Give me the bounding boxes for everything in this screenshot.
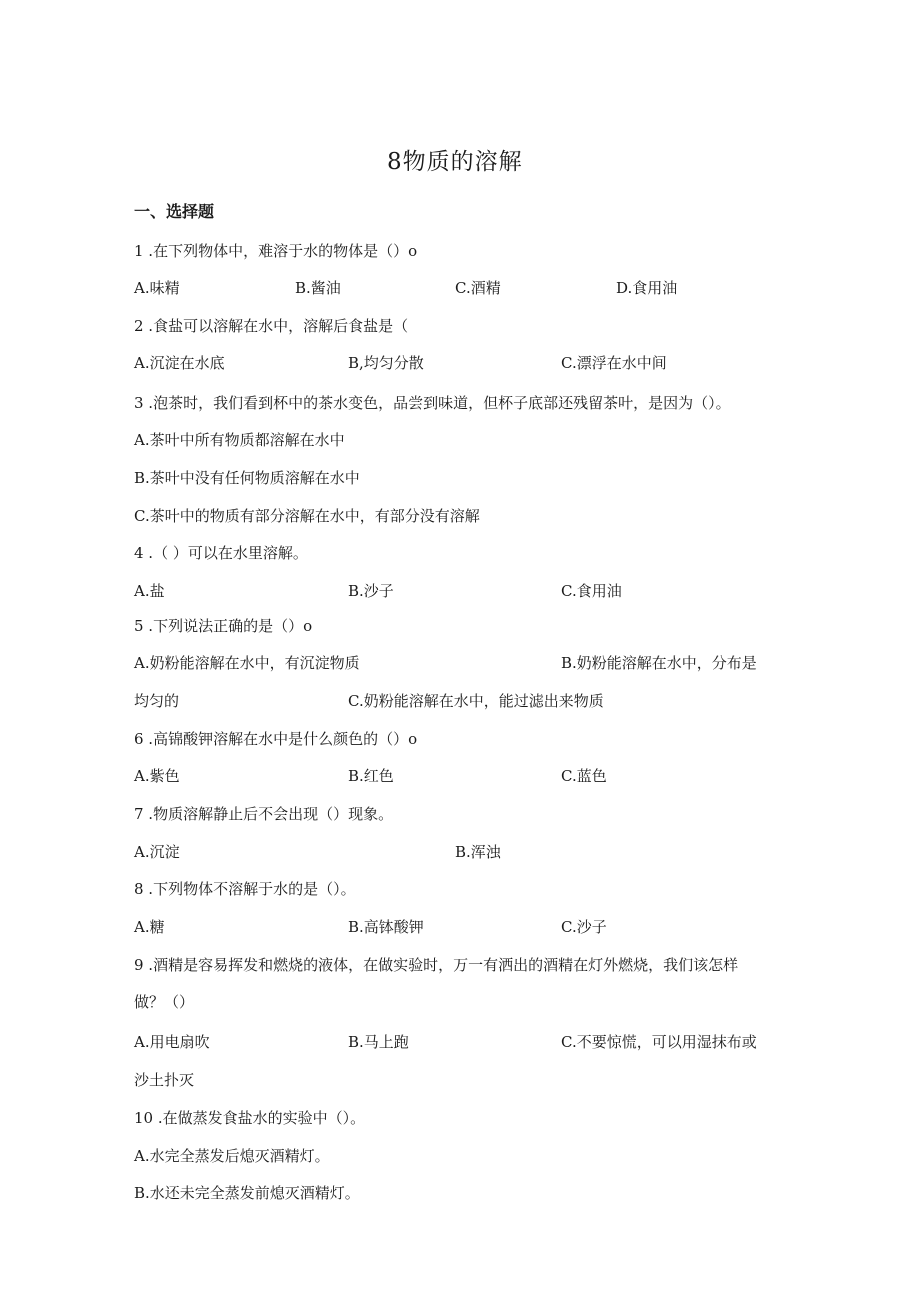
- question-1-option-a: A.味精: [134, 279, 180, 297]
- question-3-option-c: C.茶叶中的物质有部分溶解在水中，有部分没有溶解: [134, 507, 480, 525]
- question-3-option-b: B.茶叶中没有任何物质溶解在水中: [134, 469, 360, 487]
- question-5-option-a: A.奶粉能溶解在水中，有沉淀物质: [134, 654, 360, 672]
- question-8-stem: 8 .下列物体不溶解于水的是（）。: [134, 880, 356, 898]
- question-3-stem: 3 .泡茶时，我们看到杯中的茶水变色，品尝到味道，但杯子底部还残留茶叶，是因为（）。: [134, 394, 731, 412]
- question-8-option-c: C.沙子: [561, 918, 607, 936]
- question-9-option-c-continued: 沙土扑灭: [134, 1071, 195, 1089]
- question-10-option-a: A.水完全蒸发后熄灭酒精灯。: [134, 1147, 330, 1165]
- question-4-option-c: C.食用油: [561, 582, 622, 600]
- question-1-option-d: D.食用油: [616, 279, 678, 297]
- question-2-option-c: C.漂浮在水中间: [561, 354, 667, 372]
- question-4-option-b: B.沙子: [348, 582, 394, 600]
- question-1-option-b: B.酱油: [295, 279, 341, 297]
- question-9-option-c: C.不要惊慌，可以用湿抹布或: [561, 1033, 757, 1051]
- question-2-option-b: B,均匀分散: [348, 354, 424, 372]
- question-6-option-a: A.紫色: [134, 767, 180, 785]
- question-7-stem: 7 .物质溶解静止后不会出现（）现象。: [134, 805, 394, 823]
- question-4-stem: 4 .（ ）可以在水里溶解。: [134, 544, 308, 562]
- question-9-stem-continued: 做？（）: [134, 993, 195, 1011]
- question-3-option-a: A.茶叶中所有物质都溶解在水中: [134, 431, 345, 449]
- question-7-option-a: A.沉淀: [134, 843, 180, 861]
- question-4-option-a: A.盐: [134, 582, 165, 600]
- question-6-option-c: C.蓝色: [561, 767, 607, 785]
- question-6-stem: 6 .高锦酸钾溶解在水中是什么颜色的（）o: [134, 730, 418, 748]
- question-2-option-a: A.沉淀在水底: [134, 354, 225, 372]
- question-9-option-b: B.马上跑: [348, 1033, 409, 1051]
- question-6-option-b: B.红色: [348, 767, 394, 785]
- question-1-option-c: C.酒精: [455, 279, 501, 297]
- question-9-stem: 9 .酒精是容易挥发和燃烧的液体，在做实验时，万一有洒出的酒精在灯外燃烧，我们该怎样: [134, 956, 739, 974]
- question-2-stem: 2 .食盐可以溶解在水中，溶解后食盐是（: [134, 317, 409, 335]
- page-title: 8物质的溶解: [387, 149, 523, 175]
- question-5-stem: 5 .下列说法正确的是（）o: [134, 617, 313, 635]
- question-7-option-b: B.浑浊: [455, 843, 501, 861]
- question-5-option-c: C.奶粉能溶解在水中，能过滤出来物质: [348, 692, 604, 710]
- question-1-stem: 1 .在下列物体中，难溶于水的物体是（）o: [134, 242, 418, 260]
- question-8-option-b: B.高钵酸钾: [348, 918, 424, 936]
- question-5-option-b: B.奶粉能溶解在水中，分布是: [561, 654, 757, 672]
- question-5-option-b-continued: 均匀的: [134, 692, 180, 710]
- section-heading: 一、选择题: [134, 202, 215, 221]
- question-10-option-b: B.水还未完全蒸发前熄灭酒精灯。: [134, 1184, 360, 1202]
- question-8-option-a: A.糖: [134, 918, 165, 936]
- question-10-stem: 10 .在做蒸发食盐水的实验中（）。: [134, 1109, 366, 1127]
- question-9-option-a: A.用电扇吹: [134, 1033, 210, 1051]
